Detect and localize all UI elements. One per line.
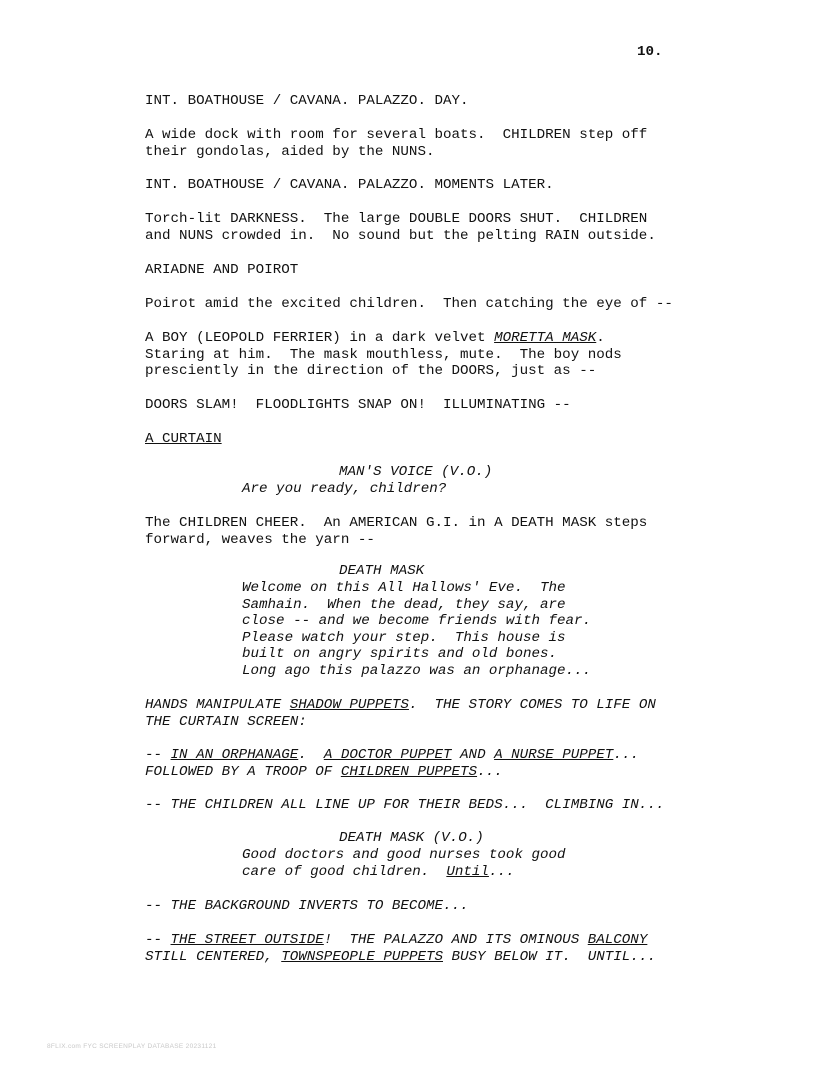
dialogue-line bbox=[242, 864, 514, 881]
text-segment: AND bbox=[451, 747, 495, 763]
text-segment: and NUNS crowded in. No sound but the pelting RAIN outside. bbox=[145, 227, 656, 244]
text-segment: MAN'S VOICE (V.O.) bbox=[339, 464, 493, 480]
text-segment: their gondolas, aided by the NUNS. bbox=[145, 143, 435, 160]
text-segment: Long ago this palazzo was an orphanage... bbox=[242, 663, 592, 679]
character-line bbox=[339, 830, 484, 847]
action-line bbox=[145, 228, 656, 245]
action-line bbox=[145, 127, 647, 144]
underlined-text: A NURSE PUPPET bbox=[494, 747, 614, 763]
text-segment: ... bbox=[488, 863, 515, 880]
underlined-text: TOWNSPEOPLE PUPPETS bbox=[281, 948, 443, 965]
dialogue-line bbox=[242, 646, 557, 663]
text-segment: A BOY (LEOPOLD FERRIER) in a dark velvet bbox=[145, 330, 495, 346]
text-segment: STILL CENTERED, bbox=[145, 948, 282, 965]
underlined-text: THE STREET OUTSIDE bbox=[170, 932, 324, 948]
italic-line bbox=[145, 764, 503, 781]
text-segment: care of good children. bbox=[242, 863, 447, 880]
text-segment: Welcome on this All Hallows' Eve. The bbox=[242, 580, 566, 596]
dialogue-line bbox=[242, 613, 591, 630]
action-line bbox=[145, 431, 222, 448]
text-segment: THE CURTAIN SCREEN: bbox=[145, 713, 307, 730]
text-segment: FOLLOWED BY A TROOP OF bbox=[145, 763, 341, 780]
text-segment: ... bbox=[613, 747, 639, 763]
underlined-text: BALCONY bbox=[587, 932, 648, 948]
text-segment: BUSY BELOW IT. UNTIL... bbox=[443, 948, 656, 965]
text-segment: . THE STORY COMES TO LIFE ON bbox=[408, 697, 656, 713]
text-segment: Torch-lit DARKNESS. The large DOUBLE DOORS SHUT. CHILDREN bbox=[145, 211, 648, 227]
text-segment: ... bbox=[477, 763, 503, 780]
italic-line bbox=[145, 697, 656, 714]
action-line bbox=[145, 347, 622, 364]
text-segment: Please watch your step. This house is bbox=[242, 629, 566, 646]
italic-line bbox=[145, 797, 664, 814]
text-segment: Are you ready, children? bbox=[242, 481, 447, 497]
dialogue-line bbox=[242, 663, 591, 680]
text-segment: The CHILDREN CHEER. An AMERICAN G.I. in A DEATH MASK steps bbox=[145, 515, 648, 531]
text-segment: -- THE CHILDREN ALL LINE UP FOR THEIR BEDS... CLIMBING IN... bbox=[145, 797, 665, 813]
underlined-text: IN AN ORPHANAGE bbox=[170, 747, 299, 763]
underlined-text: A DOCTOR PUPPET bbox=[323, 747, 452, 763]
underlined-text: Until bbox=[446, 863, 489, 880]
text-segment: A wide dock with room for several boats. CHILDREN step off bbox=[145, 127, 648, 143]
text-segment: DEATH MASK (V.O.) bbox=[339, 830, 484, 846]
text-segment: . bbox=[596, 330, 605, 346]
action-line bbox=[145, 515, 647, 532]
text-segment: forward, weaves the yarn -- bbox=[145, 531, 375, 548]
dialogue-line bbox=[242, 481, 446, 498]
text-segment: INT. BOATHOUSE / CAVANA. PALAZZO. MOMENTS LATER. bbox=[145, 177, 554, 193]
dialogue-line bbox=[242, 597, 566, 614]
action-line bbox=[145, 330, 605, 347]
action-line bbox=[145, 262, 298, 279]
text-segment: . bbox=[298, 747, 324, 763]
underlined-text: MORETTA MASK bbox=[494, 330, 597, 346]
character-line bbox=[339, 563, 424, 580]
text-segment: INT. BOATHOUSE / CAVANA. PALAZZO. DAY. bbox=[145, 93, 469, 109]
action-line bbox=[145, 144, 434, 161]
action-line bbox=[145, 363, 596, 380]
italic-line bbox=[145, 949, 656, 966]
italic-line bbox=[145, 714, 307, 731]
watermark: 8FLIX.com FYC SCREENPLAY DATABASE 20231121 bbox=[47, 1043, 217, 1050]
page-number: 10. bbox=[637, 44, 663, 60]
underlined-text: CHILDREN PUPPETS bbox=[340, 763, 478, 780]
text-segment: built on angry spirits and old bones. bbox=[242, 646, 558, 663]
heading-line bbox=[145, 93, 469, 110]
dialogue-line bbox=[242, 630, 566, 647]
italic-line bbox=[145, 932, 647, 949]
text-segment: presciently in the direction of the DOORS, just as -- bbox=[145, 363, 597, 380]
heading-line bbox=[145, 177, 554, 194]
dialogue-line bbox=[242, 847, 566, 864]
underlined-text: SHADOW PUPPETS bbox=[289, 697, 409, 713]
action-line bbox=[145, 397, 571, 414]
text-segment: Poirot amid the excited children. Then catching the eye of -- bbox=[145, 296, 673, 312]
character-line bbox=[339, 464, 492, 481]
text-segment: -- bbox=[145, 932, 171, 948]
text-segment: ! THE PALAZZO AND ITS OMINOUS bbox=[323, 932, 588, 948]
text-segment: -- bbox=[145, 747, 171, 763]
underlined-text: A CURTAIN bbox=[145, 431, 222, 447]
text-segment: -- THE BACKGROUND INVERTS TO BECOME... bbox=[145, 898, 469, 914]
italic-line bbox=[145, 747, 639, 764]
text-segment: Good doctors and good nurses took good bbox=[242, 847, 566, 863]
text-segment: close -- and we become friends with fear. bbox=[242, 613, 592, 630]
action-line bbox=[145, 211, 647, 228]
italic-line bbox=[145, 898, 469, 915]
text-segment: DEATH MASK bbox=[339, 563, 425, 579]
dialogue-line bbox=[242, 580, 566, 597]
action-line bbox=[145, 532, 375, 549]
text-segment: Samhain. When the dead, they say, are bbox=[242, 596, 566, 613]
text-segment: Staring at him. The mask mouthless, mute. The boy nods bbox=[145, 346, 622, 363]
text-segment: DOORS SLAM! FLOODLIGHTS SNAP ON! ILLUMINATING -- bbox=[145, 397, 571, 413]
text-segment: ARIADNE AND POIROT bbox=[145, 262, 299, 278]
text-segment: HANDS MANIPULATE bbox=[145, 697, 290, 713]
action-line bbox=[145, 296, 673, 313]
